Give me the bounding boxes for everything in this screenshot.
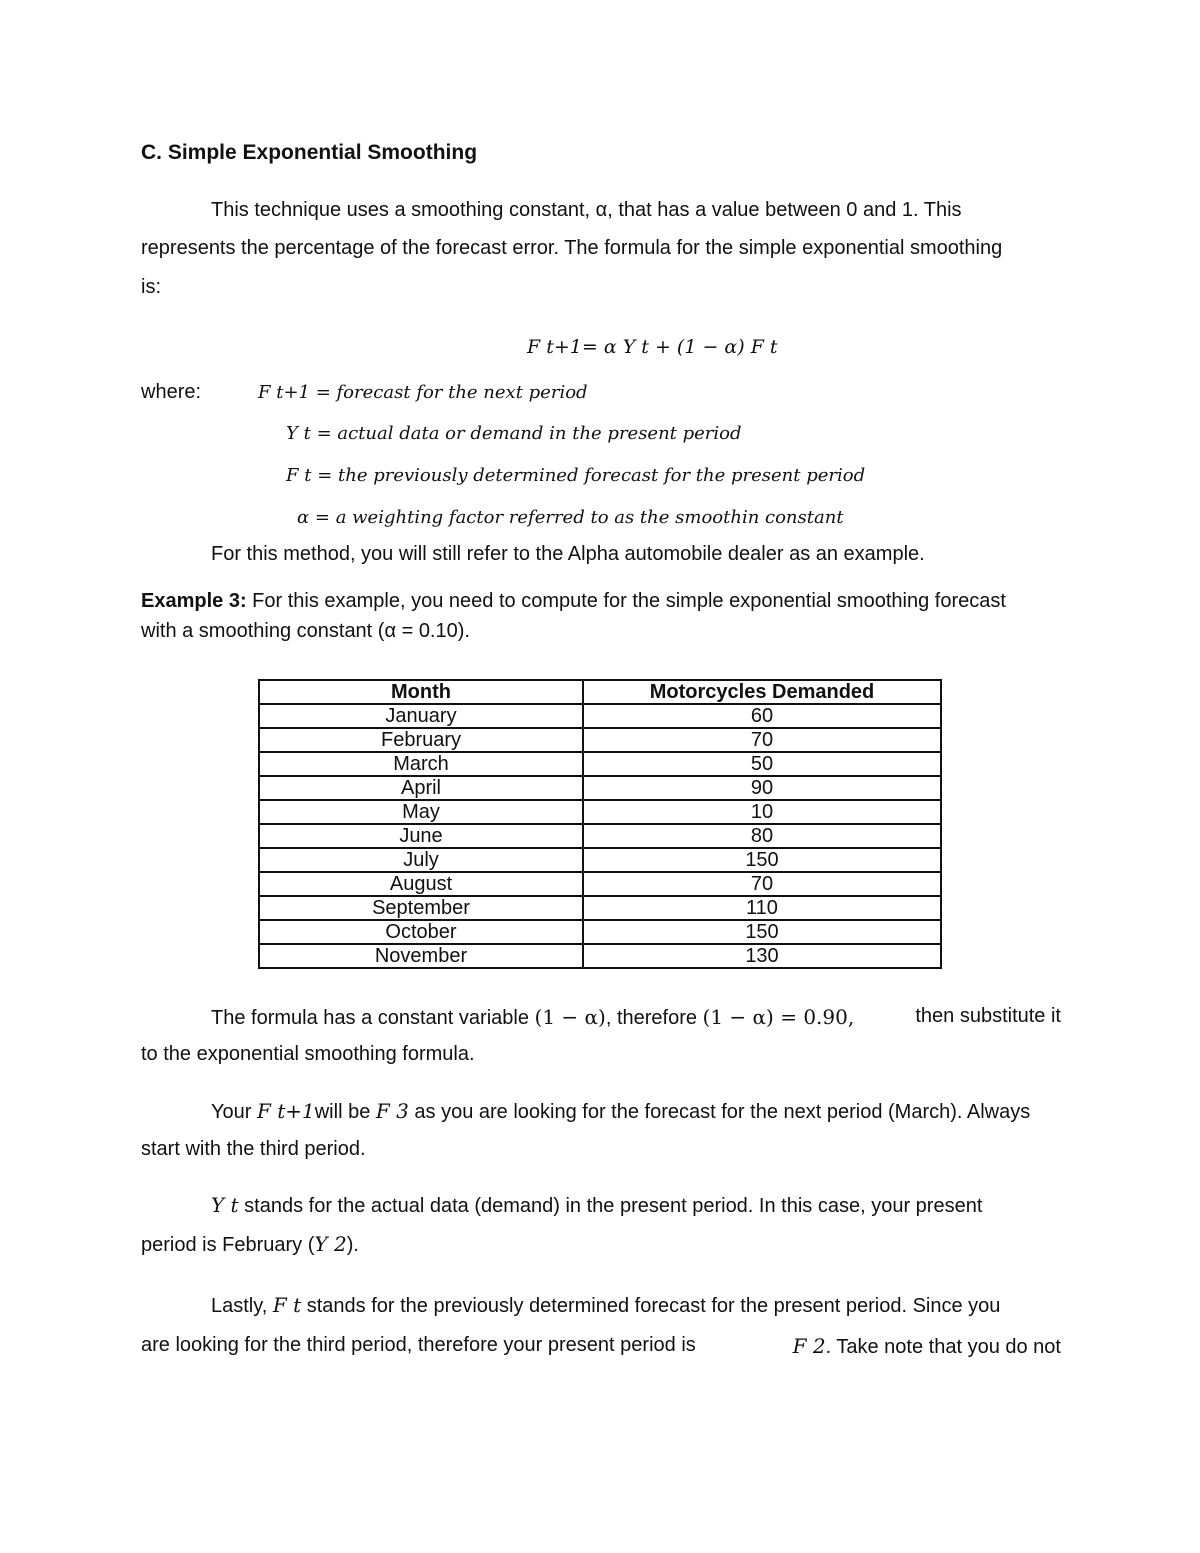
demand-cell: 150	[583, 920, 941, 944]
demand-cell: 10	[583, 800, 941, 824]
yt-paragraph-line-2	[141, 1232, 359, 1257]
ft1-paragraph-line-1	[211, 1099, 1030, 1124]
demand-cell: 70	[583, 728, 941, 752]
f2-symbol: F 2	[792, 1334, 826, 1358]
ft1-paragraph-line-2: start with the third period.	[141, 1138, 366, 1160]
definition-text: = actual data or demand in the present period	[316, 423, 742, 444]
constant-part-3: then substitute it	[915, 1005, 1061, 1027]
definition-symbol: F t+1	[258, 382, 310, 403]
example-label: Example 3:	[141, 590, 247, 612]
month-cell: August	[259, 872, 583, 896]
yt-line2-a: period is February (	[141, 1234, 315, 1256]
demand-cell: 70	[583, 872, 941, 896]
where-label: where:	[141, 381, 202, 403]
ft1-part-2: will be	[314, 1101, 376, 1123]
ft1-symbol: F t+1	[256, 1099, 315, 1123]
demand-cell: 50	[583, 752, 941, 776]
intro-line-1: This technique uses a smoothing constant, α, that has a value between 0 and 1. This	[211, 199, 962, 221]
constant-text-a	[211, 1005, 854, 1030]
header-motorcycles-demanded: Motorcycles Demanded	[583, 680, 941, 704]
definition-ft1	[258, 382, 588, 403]
lastly-paragraph-line-2	[141, 1334, 1061, 1359]
section-title: C. Simple Exponential Smoothing	[141, 141, 478, 164]
demand-cell: 80	[583, 824, 941, 848]
intro-line-3: is:	[141, 276, 161, 298]
constant-paragraph-line-1	[211, 1005, 1061, 1030]
lastly-line2-a: are looking for the third period, therefore your present period is	[141, 1334, 696, 1356]
constant-paragraph-line-2: to the exponential smoothing formula.	[141, 1043, 475, 1065]
demand-cell: 90	[583, 776, 941, 800]
table-header-row	[259, 680, 941, 704]
table-row	[259, 752, 941, 776]
table-row	[259, 920, 941, 944]
table-row	[259, 848, 941, 872]
table-row	[259, 944, 941, 968]
constant-part-2: , therefore	[605, 1007, 703, 1029]
yt-symbol: Y t	[211, 1193, 239, 1217]
demand-cell: 110	[583, 896, 941, 920]
method-note: For this method, you will still refer to the Alpha automobile dealer as an example.	[211, 543, 925, 565]
demand-table	[258, 679, 942, 969]
demand-cell: 60	[583, 704, 941, 728]
yt-part-1: stands for the actual data (demand) in the present period. In this case, your present	[238, 1195, 983, 1217]
definition-symbol: F t	[286, 465, 312, 486]
month-cell: April	[259, 776, 583, 800]
example-line-2: with a smoothing constant (α = 0.10).	[141, 620, 470, 642]
definition-symbol: α	[297, 507, 310, 528]
month-cell: January	[259, 704, 583, 728]
intro-line-2: represents the percentage of the forecast error. The formula for the simple exponential smoothing	[141, 237, 1003, 259]
table-row	[259, 896, 941, 920]
definition-text: = the previously determined forecast for the present period	[317, 465, 866, 486]
definition-symbol: Y t	[286, 423, 311, 444]
month-cell: March	[259, 752, 583, 776]
table-row	[259, 872, 941, 896]
month-cell: May	[259, 800, 583, 824]
month-cell: November	[259, 944, 583, 968]
lastly-paragraph-line-1	[211, 1293, 1000, 1318]
month-cell: July	[259, 848, 583, 872]
ft-symbol: F t	[272, 1293, 302, 1317]
table-row	[259, 704, 941, 728]
example-text: For this example, you need to compute for the simple exponential smoothing forecast	[246, 590, 1006, 612]
lastly-line2-tail	[793, 1334, 1061, 1359]
month-cell: October	[259, 920, 583, 944]
constant-part-1: The formula has a constant variable	[211, 1007, 535, 1029]
table-row	[259, 776, 941, 800]
lastly-part-1: Lastly,	[211, 1295, 273, 1317]
lastly-part-2: stands for the previously determined forecast for the present period. Since you	[301, 1295, 1001, 1317]
y2-symbol: Y 2	[314, 1232, 347, 1256]
f3-symbol: F 3	[375, 1099, 409, 1123]
example-line-1	[141, 590, 1006, 613]
constant-expression-2: (1 − α) = 0.90,	[702, 1005, 855, 1029]
ft1-part-1: Your	[211, 1101, 257, 1123]
table-row	[259, 824, 941, 848]
yt-paragraph-line-1	[211, 1193, 982, 1218]
table-row	[259, 728, 941, 752]
definition-text: = a weighting factor referred to as the smoothin constant	[314, 507, 844, 528]
demand-cell: 150	[583, 848, 941, 872]
yt-line2-b: ).	[346, 1234, 359, 1256]
definition-yt	[286, 423, 742, 444]
month-cell: September	[259, 896, 583, 920]
definition-text: = forecast for the next period	[315, 382, 588, 403]
demand-cell: 130	[583, 944, 941, 968]
lastly-line2-b: . Take note that you do not	[825, 1336, 1061, 1358]
table-row	[259, 800, 941, 824]
definition-alpha	[297, 507, 844, 528]
ft1-part-3: as you are looking for the forecast for the next period (March). Always	[408, 1101, 1031, 1123]
definition-ft	[286, 465, 865, 486]
month-cell: February	[259, 728, 583, 752]
constant-expression-1: (1 − α)	[534, 1005, 606, 1029]
main-formula: F t+1= α Y t + (1 − α) F t	[527, 336, 778, 358]
header-month: Month	[259, 680, 583, 704]
month-cell: June	[259, 824, 583, 848]
